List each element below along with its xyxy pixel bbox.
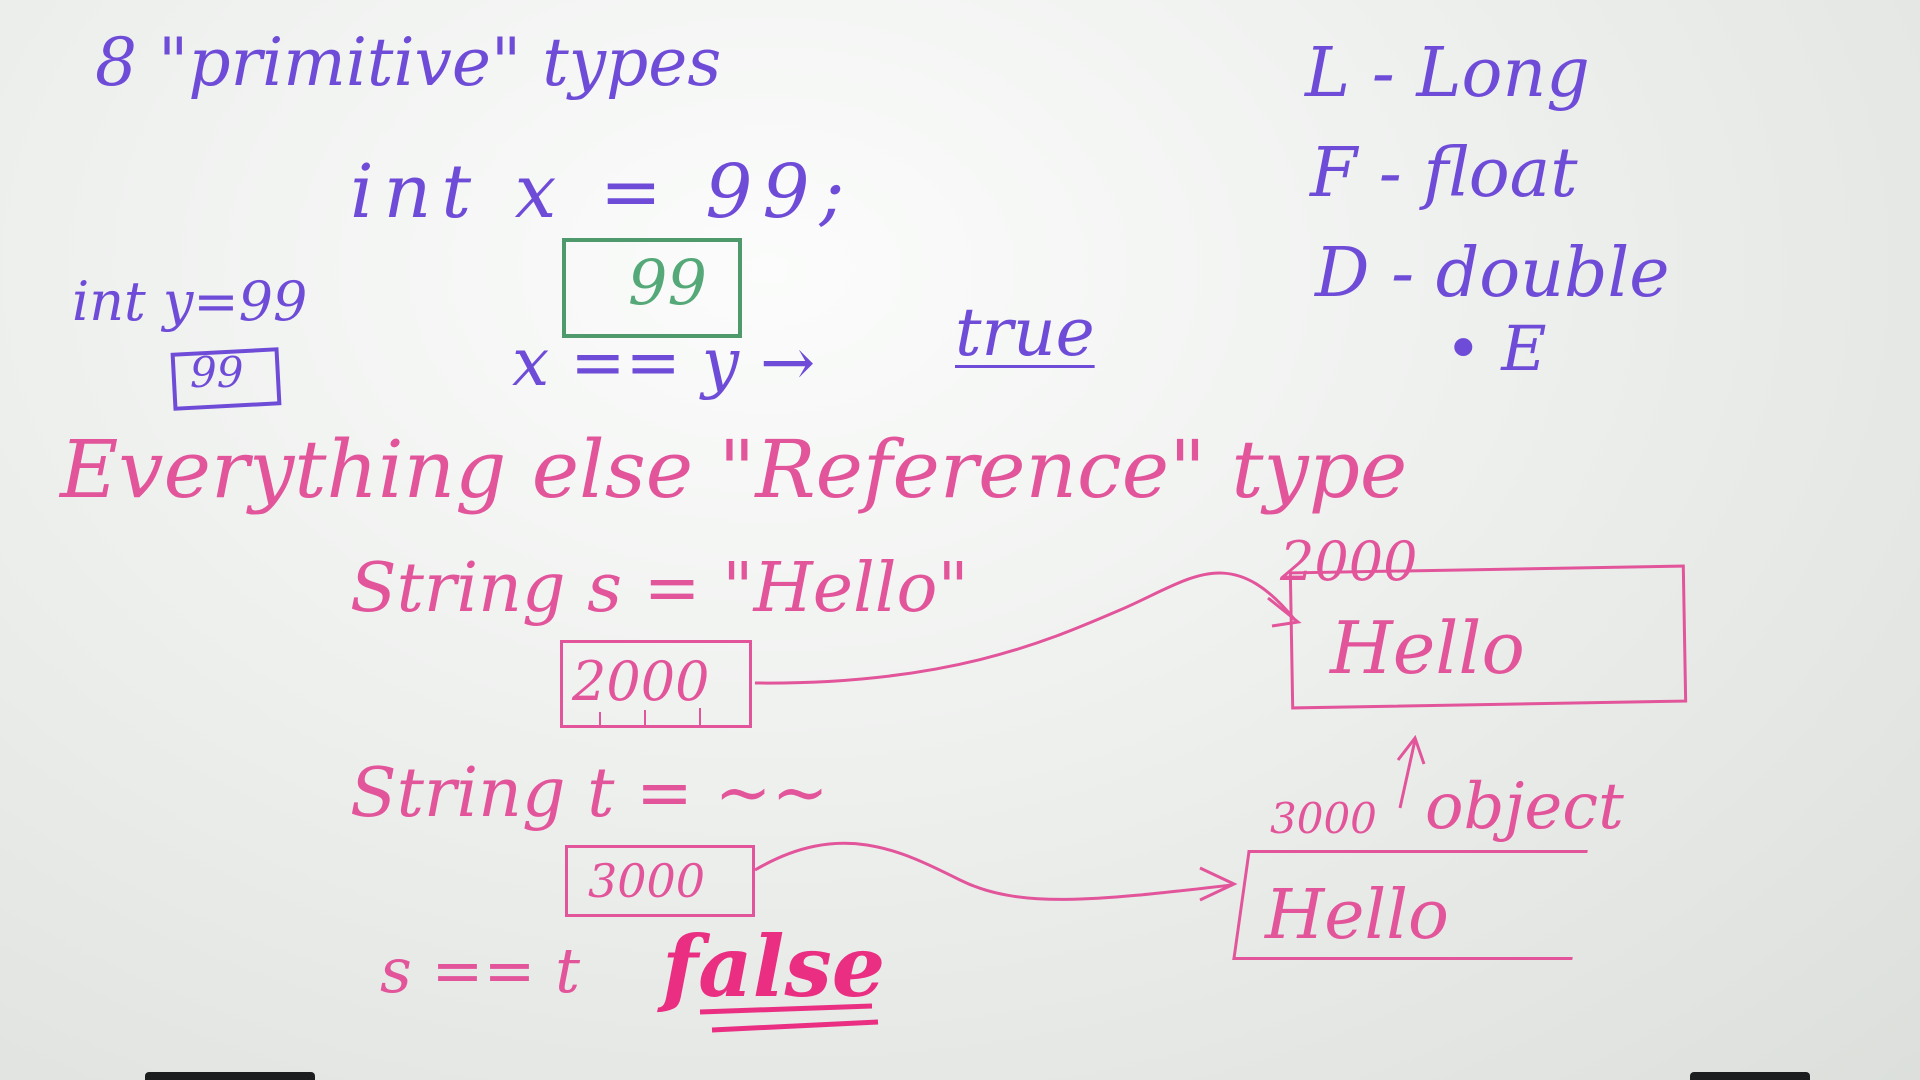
x-value: 99 [628, 246, 707, 319]
hello-object-2-text: Hello [1265, 876, 1449, 955]
t-address: 3000 [588, 854, 706, 908]
string-s-declaration: String s = "Hello" [350, 549, 969, 628]
true-result: true [955, 294, 1095, 371]
suffix-long: L - Long [1305, 34, 1590, 113]
int-y-declaration: int y=99 [72, 270, 308, 333]
object-up-arrow [1400, 740, 1415, 808]
false-underline-1 [700, 1006, 872, 1012]
marker-tray-right [1690, 1072, 1810, 1080]
marker-tray-left [145, 1072, 315, 1080]
primitive-title: 8 "primitive" types [95, 24, 722, 101]
x-equals-y-comparison: x == y → [512, 324, 816, 401]
s-address: 2000 [572, 650, 710, 713]
s-reference-arrow [755, 573, 1295, 683]
s-equals-t-comparison: s == t [380, 934, 581, 1007]
heap-address-3000: 3000 [1270, 794, 1377, 843]
heap-address-2000: 2000 [1280, 530, 1418, 593]
suffix-exponent: • E [1445, 312, 1547, 385]
suffix-float: F - float [1310, 134, 1578, 213]
object-label: object [1425, 770, 1624, 844]
t-reference-arrow [755, 843, 1232, 899]
int-x-declaration: int x = 99; [350, 149, 855, 235]
string-t-declaration: String t = ~~ [350, 754, 829, 833]
suffix-double: D - double [1315, 234, 1670, 313]
hello-object-1-text: Hello [1330, 606, 1525, 690]
reference-heading: Everything else "Reference" type [60, 423, 1408, 516]
s-reference-arrowhead [1268, 598, 1298, 626]
y-value: 99 [190, 348, 244, 397]
false-underline-2 [712, 1022, 878, 1030]
false-result: false [662, 917, 886, 1016]
